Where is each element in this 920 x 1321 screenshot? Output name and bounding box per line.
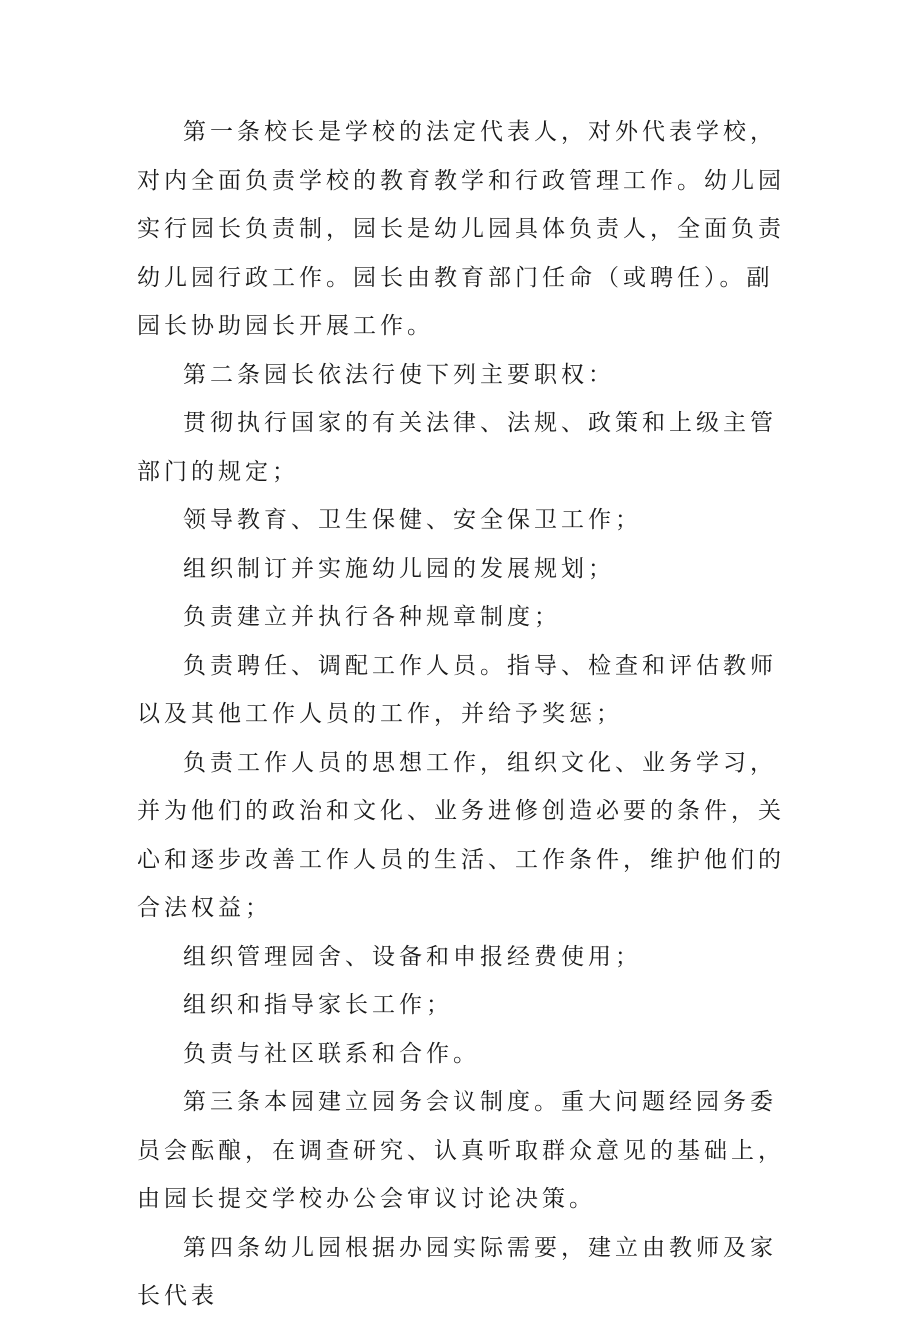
paragraph-duty-8: 组织和指导家长工作； <box>183 992 453 1018</box>
paragraph-duty-1: 贯彻执行国家的有关法律、法规、政策和上级主管部门的规定； <box>137 410 777 485</box>
paragraph-duty-4: 负责建立并执行各种规章制度； <box>183 604 561 630</box>
paragraph-duty-5: 负责聘任、调配工作人员。指导、检查和评估教师以及其他工作人员的工作，并给予奖惩； <box>137 652 777 727</box>
paragraph-duty-9: 负责与社区联系和合作。 <box>183 1040 480 1067</box>
paragraph-article-3: 第三条本园建立园务会议制度。重大问题经园务委员会酝酿，在调查研究、认真听取群众意见的基础上，由园长提交学校办公会审议讨论决策。 <box>137 1089 785 1212</box>
paragraph-duty-7: 组织管理园舍、设备和申报经费使用； <box>183 943 642 970</box>
paragraph-duty-6: 负责工作人员的思想工作，组织文化、业务学习，并为他们的政治和文化、业务进修创造必要的条件，关心和逐步改善工作人员的生活、工作条件，维护他们的合法权益； <box>137 749 785 921</box>
paragraph-article-4: 第四条幼儿园根据办园实际需要，建立由教师及家长代表 <box>137 1234 777 1309</box>
paragraph-article-2: 第二条园长依法行使下列主要职权： <box>183 361 615 388</box>
document-body <box>137 108 797 1321</box>
paragraph-duty-3: 组织制订并实施幼儿园的发展规划； <box>183 555 615 582</box>
paragraph-article-1: 第一条校长是学校的法定代表人，对外代表学校，对内全面负责学校的教育教学和行政管理工作。幼儿园实行园长负责制，园长是幼儿园具体负责人，全面负责幼儿园行政工作。园长由教育部门任命（或聘任）。副园长协助园长开展工作。 <box>137 119 785 339</box>
paragraph-duty-2: 领导教育、卫生保健、安全保卫工作； <box>183 507 642 533</box>
